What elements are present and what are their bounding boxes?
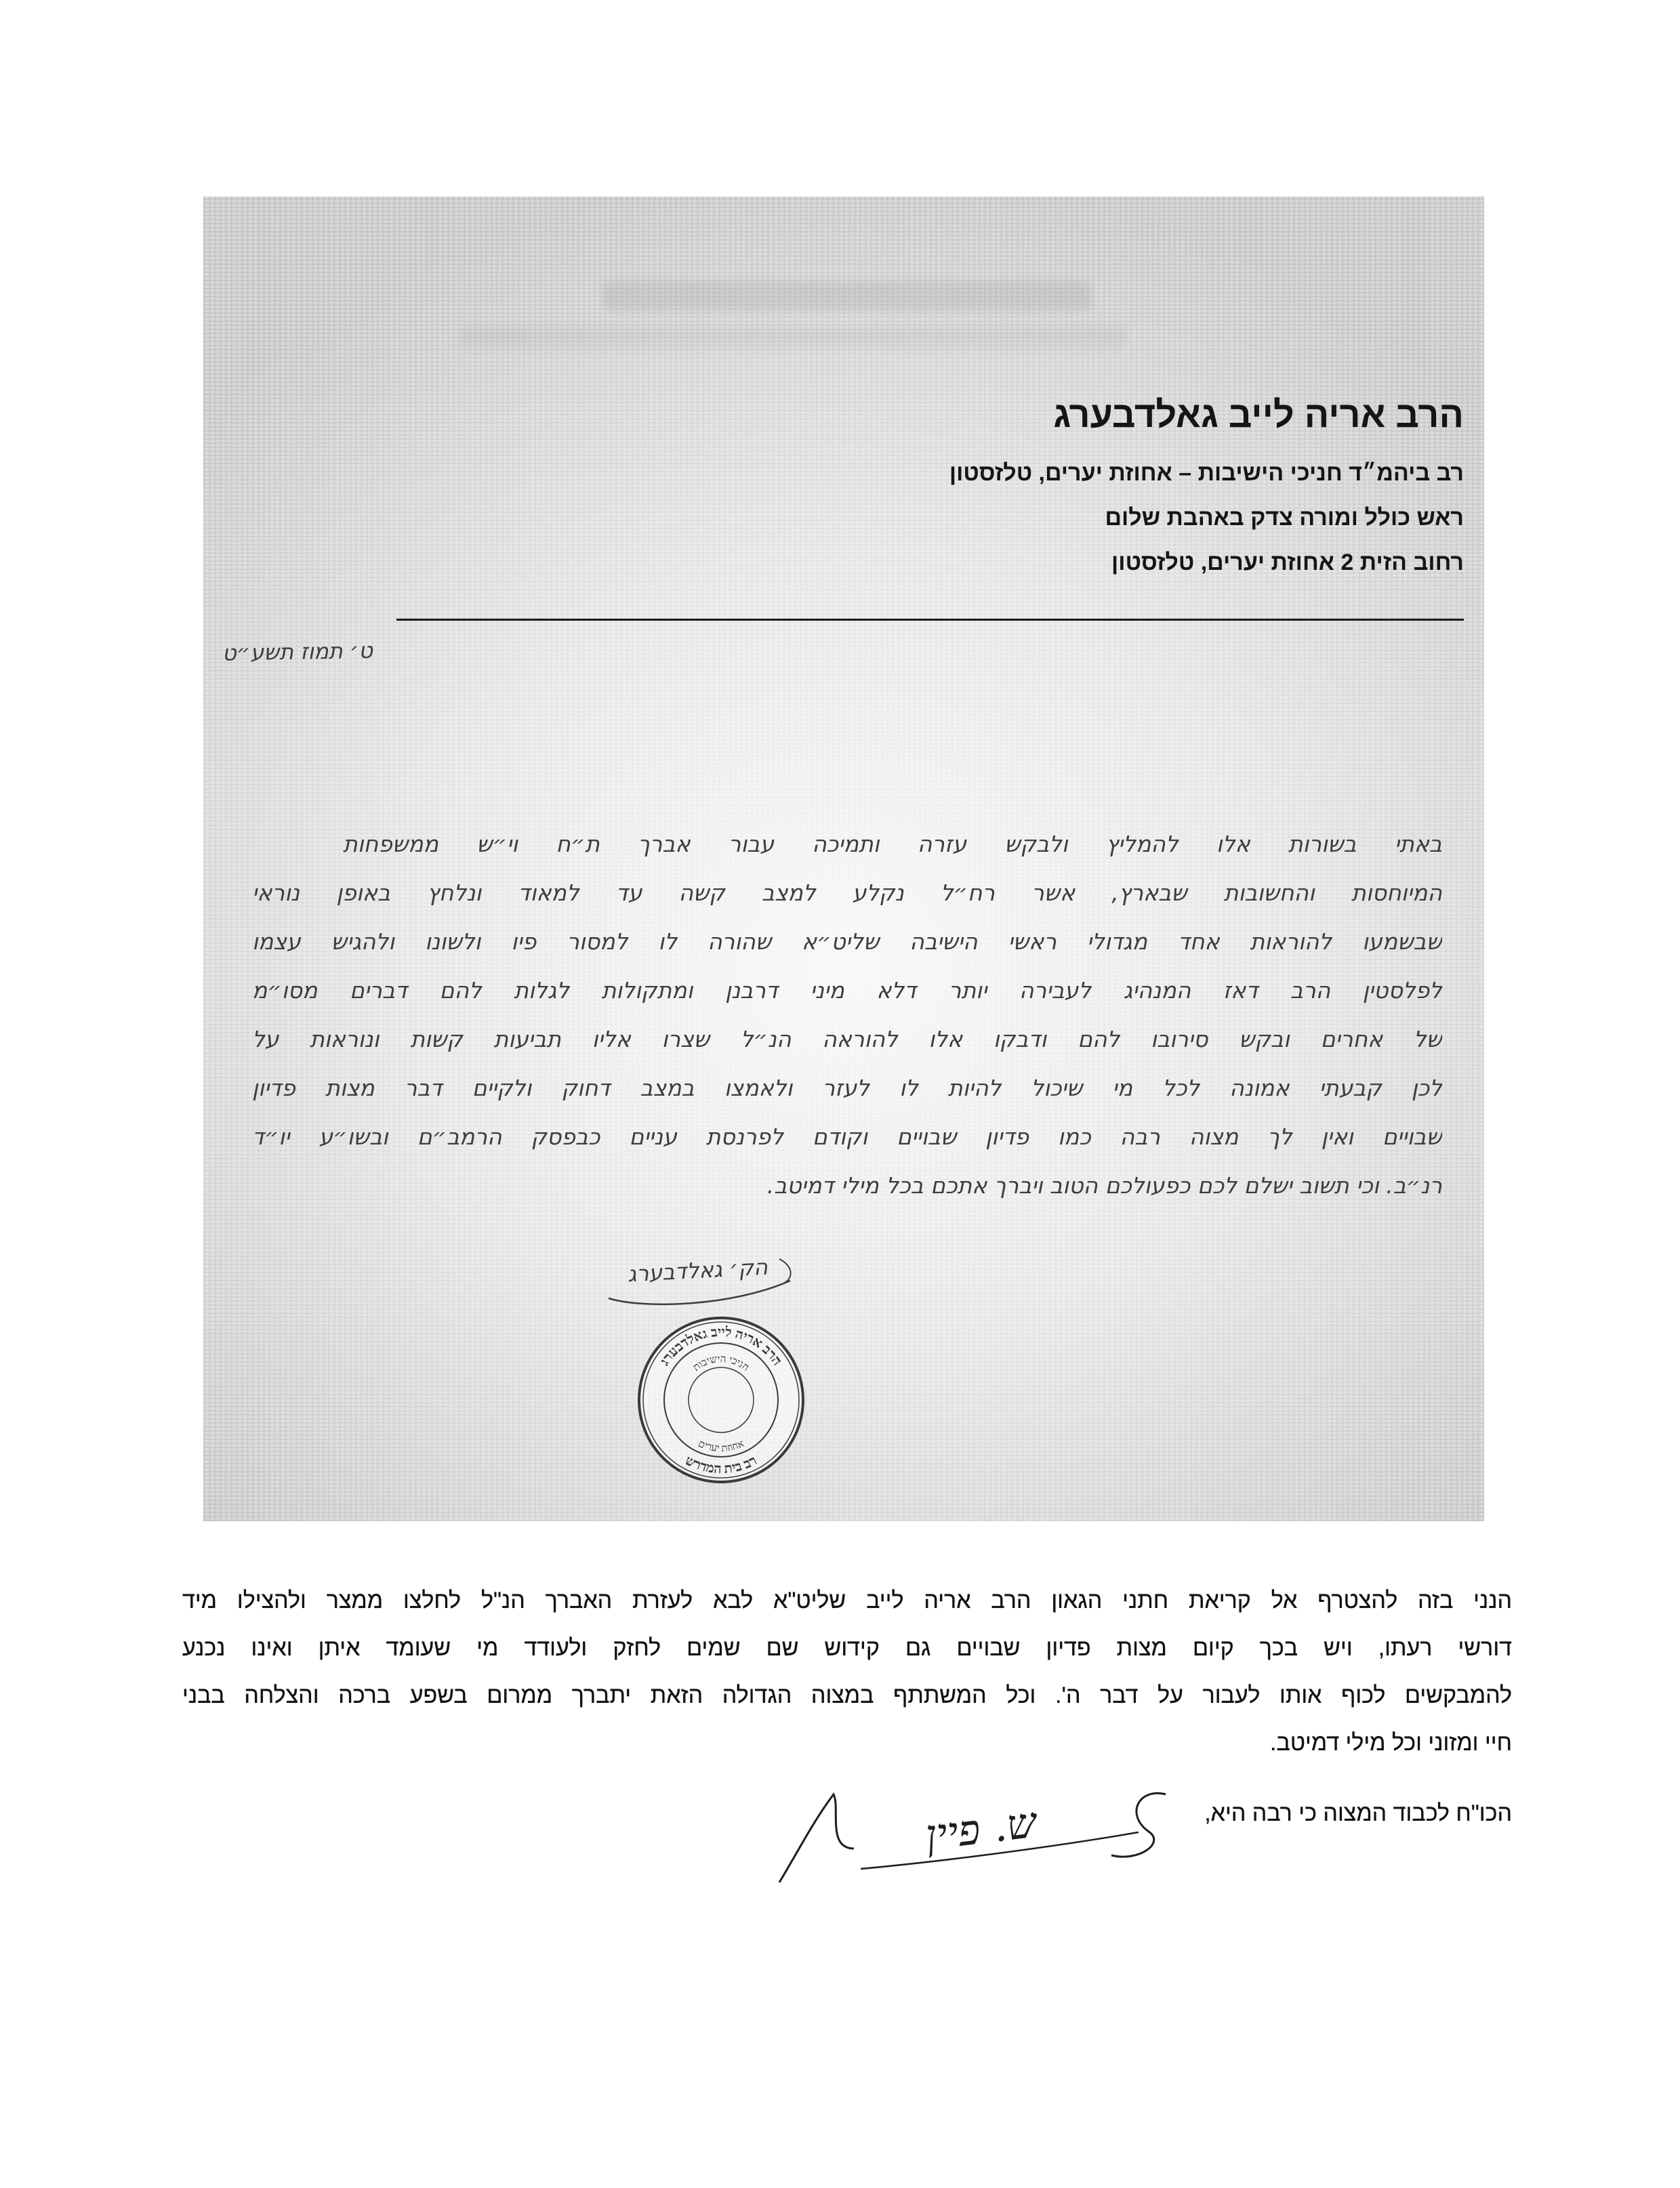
letterhead-name: הרב אריה לייב גאלדבערג — [1053, 394, 1464, 435]
handwritten-line: של אחרים ובקש סירובו להם ודבקו אלו להוראה הנ״ל שצרו אליו תביעות קשות ונוראות על — [252, 1026, 1442, 1052]
stamp-outer-bottom-path: רב בית המדרש — [682, 1453, 760, 1477]
handwritten-line: לכן קבעתי אמונה לכל מי שיכול להיות לו לעזר ולאמצו במצב דחוק ולקיים דבר מצות פדיון — [252, 1075, 1442, 1101]
endorsement-signature — [759, 1767, 1193, 1889]
endorsement-line: הנני בזה להצטרף אל קריאת חתני הגאון הרב אריה לייב שליט"א לבא לעזרת האברך הנ"ל לחלצו ממצר ולהצילו מיד — [182, 1588, 1512, 1613]
rabbi-stamp — [633, 1312, 809, 1488]
handwritten-line: באתי בשורות אלו להמליץ ולבקש עזרה ותמיכה עבור אברך ת״ח וי״ש ממשפחות — [343, 831, 1442, 857]
signature-flourish — [779, 1259, 791, 1283]
signature-flourish — [1111, 1793, 1166, 1857]
endorsement-line: חיי ומזוני וכל מילי דמיטב. — [1270, 1730, 1512, 1756]
letter-signature-text: הק׳ גאלדבערג — [627, 1254, 769, 1287]
letterhead-divider — [396, 619, 1464, 621]
faded-scan-mark — [603, 281, 1091, 311]
endorsement-closing: הכו"ח לכבוד המצוה כי רבה היא, — [1204, 1800, 1512, 1826]
signature-flourish — [779, 1794, 854, 1882]
stamp-inner-bottom-path: אחוזת יערים — [696, 1438, 746, 1455]
handwritten-line: לפלסטין הרב דאז המנהיג לעבירה יותר דלא מיני דרבנן ומתקולות לגלות להם דברים מסו״מ — [252, 977, 1442, 1004]
handwritten-line: שבויים ואין לך מצוה רבה כמו פדיון שבויים וקודם לפרנסת עניים כבפסק הרמב״ם ובשו״ע יו״ד — [252, 1123, 1442, 1150]
endorsement-line: דורשי רעתו, ויש בכך קיום מצות פדיון שבויים גם קידוש שם שמים לחזק ולעודד מי שעומד איתן ואינו נכנע — [182, 1635, 1512, 1661]
letter-signature — [596, 1239, 800, 1313]
endorsement-line: להמבקשים לכוף אותו לעבור על דבר ה'. וכל המשתתף במצוה הגדולה הזאת יתברך ממרום בשפע ברכה והצלחה בבני — [182, 1683, 1512, 1708]
stamp-inner-top-path: חניכי הישיבות — [691, 1353, 752, 1374]
letterhead-line: רחוב הזית 2 אחוזת יערים, טלזסטון — [1111, 550, 1464, 575]
handwritten-line: רנ״ב. וכי תשוב ישלם לכם כפעולכם הטוב ויברך אתכם בכל מילי דמיטב. — [766, 1172, 1442, 1199]
faded-scan-mark — [461, 325, 1125, 348]
handwritten-date: ט׳ תמוז תשע״ט — [222, 637, 373, 666]
letterhead-line: רב ביהמ״ד חניכי הישיבות – אחוזת יערים, טלזסטון — [949, 460, 1464, 486]
endorsement-signature-text: ש. פיין — [922, 1797, 1040, 1860]
stamp-outer-top-path: הרב אריה לייב גאלדבערג — [657, 1324, 785, 1369]
handwritten-line: המיוחסות והחשובות שבארץ, אשר רח״ל נקלע למצב קשה עד למאוד ונלחץ באופן נוראי — [252, 880, 1442, 906]
letterhead-line: ראש כולל ומורה צדק באהבת שלום — [1105, 505, 1464, 531]
handwritten-line: שבשמעו להוראות אחד מגדולי ראשי הישיבה שליט״א שהורה לו למסור פיו ולשונו ולהגיש עצמו — [252, 928, 1442, 955]
